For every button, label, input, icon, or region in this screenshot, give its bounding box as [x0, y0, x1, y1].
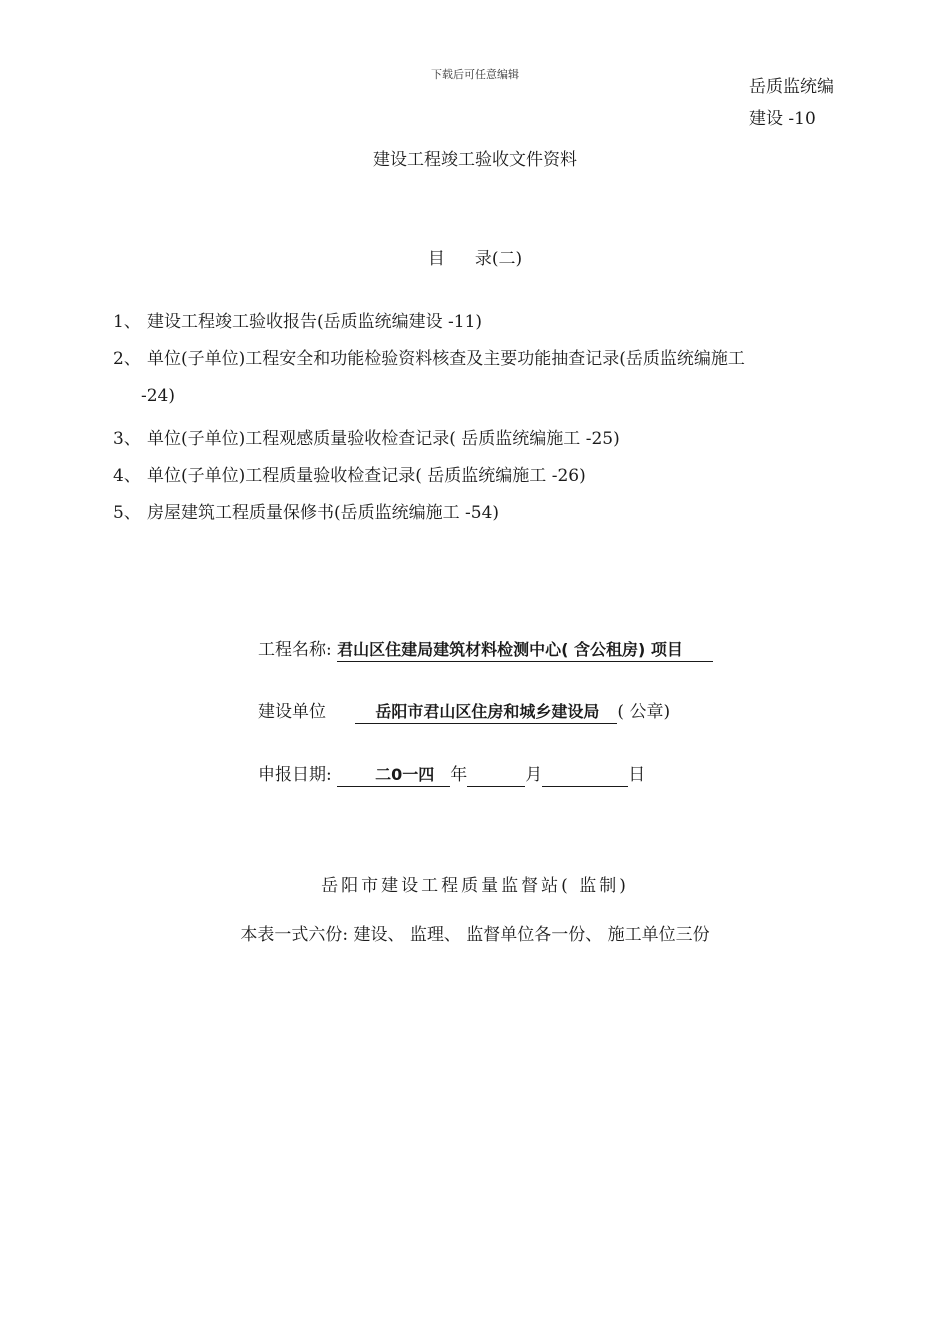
toc-item-number: 1、	[113, 312, 141, 332]
project-name-value: 君山区住建局建筑材料检测中心( 含公租房) 项目	[337, 640, 683, 659]
toc-item-3	[113, 424, 620, 449]
construction-unit-value-line	[355, 701, 617, 724]
project-name-label: 工程名称:	[258, 640, 332, 660]
project-name-value-line	[337, 639, 713, 662]
report-date-month-blank	[467, 766, 525, 787]
toc-title-part-a: 目	[427, 249, 445, 269]
toc-item-2-continuation: -24)	[141, 386, 176, 406]
project-name-row	[258, 635, 713, 662]
toc-item-4	[113, 461, 586, 486]
day-unit: 日	[628, 765, 646, 785]
toc-item-number: 2、	[113, 349, 141, 369]
construction-unit-row	[258, 697, 670, 724]
toc-item-2	[113, 344, 745, 369]
toc-title-part-b: 录(二)	[474, 249, 523, 269]
report-date-row	[258, 760, 645, 787]
report-date-year-line	[337, 764, 450, 787]
document-title: 建设工程竣工验收文件资料	[373, 150, 577, 170]
toc-item-text: 建设工程竣工验收报告(岳质监统编建设 -11)	[147, 312, 483, 332]
toc-item-text: 房屋建筑工程质量保修书(岳质监统编施工 -54)	[147, 503, 500, 523]
toc-item-text: 单位(子单位)工程观感质量验收检查记录( 岳质监统编施工 -25)	[147, 429, 620, 449]
construction-unit-value: 岳阳市君山区住房和城乡建设局	[375, 702, 600, 721]
form-code-line-2: 建设 -10	[749, 109, 816, 129]
toc-item-number: 4、	[113, 466, 141, 486]
toc-item-5	[113, 498, 499, 523]
year-unit: 年	[450, 765, 468, 785]
month-unit: 月	[525, 765, 543, 785]
toc-item-number: 5、	[113, 503, 141, 523]
toc-item-1	[113, 307, 482, 332]
toc-item-text: 单位(子单位)工程安全和功能检验资料核查及主要功能抽查记录(岳质监统编施工	[147, 349, 745, 369]
construction-unit-seal: ( 公章)	[617, 702, 671, 722]
watermark-text: 下载后可任意编辑	[431, 68, 519, 81]
toc-title	[0, 244, 950, 269]
form-code-line-1: 岳质监统编	[749, 77, 834, 97]
toc-item-number: 3、	[113, 429, 141, 449]
report-date-year: 二0一四	[375, 765, 435, 784]
toc-item-text: 单位(子单位)工程质量验收检查记录( 岳质监统编施工 -26)	[147, 466, 586, 486]
construction-unit-label: 建设单位	[258, 702, 326, 722]
supervision-station: 岳阳市建设工程质量监督站( 监制)	[321, 876, 629, 896]
copies-note: 本表一式六份: 建设、 监理、 监督单位各一份、 施工单位三份	[240, 925, 710, 945]
report-date-day-blank	[542, 766, 628, 787]
report-date-label: 申报日期:	[258, 765, 332, 785]
